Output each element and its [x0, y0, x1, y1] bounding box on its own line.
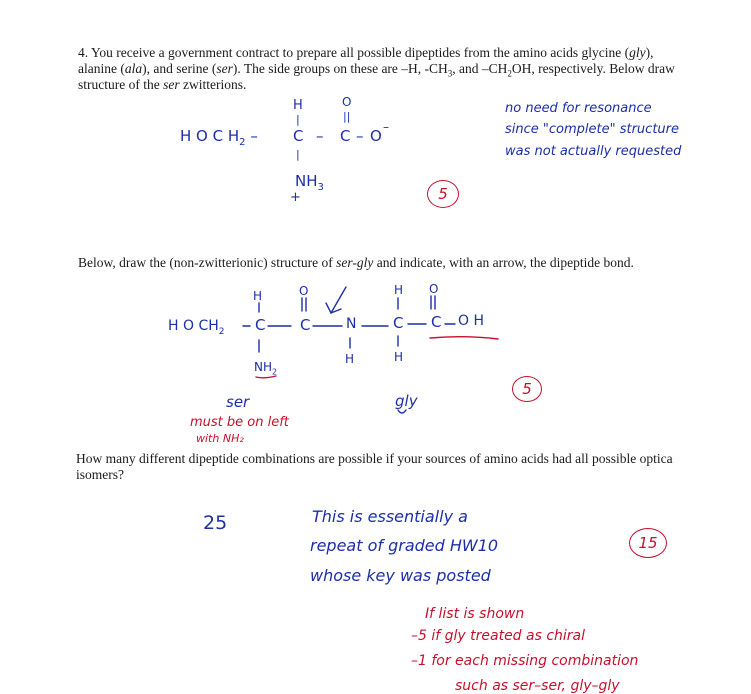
red-underline-cooh [430, 337, 498, 339]
gly-tail [398, 410, 406, 413]
answer-25: 25 [203, 512, 228, 534]
score-circle-3: 15 [629, 528, 667, 558]
note-resonance-line-2: since "complete" structure [505, 122, 679, 137]
dipeptide-n: N [346, 316, 357, 332]
dipeptide-c-3: C [393, 314, 404, 332]
dipeptide-hoch2: H O $CH_2$ [168, 318, 225, 337]
dipeptide-h-below-1: H [345, 352, 355, 366]
zwitterion-nh3: $NH_3$ [295, 172, 324, 193]
dipeptide-oh: O H [458, 313, 484, 329]
dipeptide-c-1: C [255, 316, 266, 334]
prompt-ser-gly: Below, draw the (non-zwitterionic) structure of ser-gly and indicate, with an arrow, the dipeptide bond. [78, 255, 634, 270]
zwitterion-charge-plus: + [290, 190, 301, 205]
score-circle-2: 5 [512, 376, 542, 402]
zwitterion-bond-down: | [296, 148, 300, 161]
prompt-optical-isomers-line-1: How many different dipeptide combinations are possible if your sources of amino acids had all possible optica [76, 451, 673, 466]
zwitterion-hoch2: H O C $H_2$ – [180, 127, 258, 148]
zwitterion-c-carboxyl: C [340, 127, 351, 145]
note-resonance-line-3: was not actually requested [505, 144, 682, 159]
zwitterion-o-top: O [342, 95, 352, 109]
red-underline-nh2 [256, 376, 276, 378]
note-hw-line-1: This is essentially a [312, 507, 468, 526]
question-4-line-1: 4. You receive a government contract to prepare all possible dipeptides from the amino acids glycine (gly), [78, 45, 654, 60]
zwitterion-charge-minus: – [383, 120, 389, 134]
zwitterion-bond-up: | [296, 113, 300, 126]
dipeptide-o-1: O [299, 284, 309, 298]
dipeptide-nh2: $NH_2$ [254, 360, 278, 377]
zwitterion-dash-3: – [356, 127, 364, 145]
note-grading-line-3: –1 for each missing combination [411, 653, 639, 669]
note-grading-line-4: such as ser–ser, gly–gly [455, 678, 620, 694]
dipeptide-gly-label: gly [395, 392, 418, 410]
dipeptide-h-2: H [394, 283, 404, 297]
dipeptide-c-2: C [300, 316, 311, 334]
zwitterion-o-minus: O [370, 127, 382, 145]
question-4-line-2: alanine (ala), and serine (ser). The side groups on these are –H, $-CH_3$, and $-CH_2OH$, respectively. Below draw [78, 61, 675, 79]
zwitterion-double-bond: || [343, 110, 351, 123]
zwitterion-c-alpha: C [293, 127, 304, 145]
prompt-optical-isomers-line-2: isomers? [76, 467, 124, 482]
note-hw-line-2: repeat of graded HW10 [310, 536, 499, 555]
peptide-bond-arrow-shaft [331, 287, 346, 313]
question-4-line-3: structure of the ser zwitterions. [78, 77, 247, 92]
note-grading-line-2: –5 if gly treated as chiral [411, 628, 586, 644]
note-resonance-line-1: no need for resonance [505, 101, 652, 116]
score-circle-1: 5 [427, 180, 459, 208]
dipeptide-ser-label: ser [226, 393, 250, 411]
dipeptide-o-2: O [429, 282, 439, 296]
dipeptide-h-below-2: H [394, 350, 404, 364]
zwitterion-dash-2: – [316, 127, 324, 145]
dipeptide-h-1: H [253, 289, 263, 303]
note-must-be-left: must be on left [190, 415, 289, 430]
note-grading-line-1: If list is shown [425, 606, 525, 622]
zwitterion-h-top: H [293, 98, 303, 113]
note-with-nh2: with NH₂ [196, 432, 244, 445]
note-hw-line-3: whose key was posted [310, 566, 491, 585]
dipeptide-c-4: C [431, 313, 442, 331]
